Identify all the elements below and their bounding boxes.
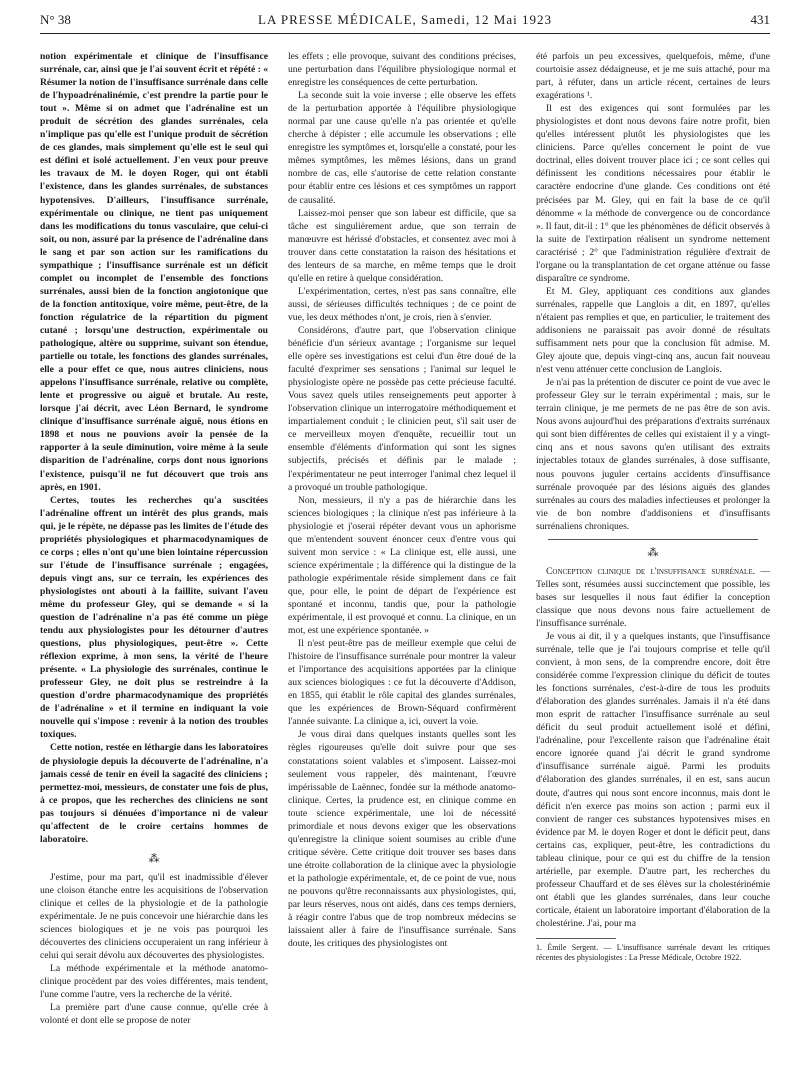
page-number: 431 [750,12,770,27]
footnote-rule [536,938,616,939]
paragraph: Non, messieurs, il n'y a pas de hiérarchie dans les sciences biologiques ; la clinique n'est pas inférieure à la physiologie et j'oserai répéter devant vous un aphorisme que m'entendent souvent énoncer ceux d'entre vous qui suivent mon service : « La clinique est, elle aussi, une science expérimentale ; la différence qui la distingue de la pathologie expérimentale réside simplement dans ce fait que, pour elle, le point de départ de l'expérience est spontané et inconnu, tandis que, pour la pathologie expérimentale, il est provoqué et connu. La clinique, en un mot, est une expérience spontanée. » [288,494,516,637]
header-rule [40,33,770,34]
paragraph: Cette notion, restée en léthargie dans les laboratoires de physiologie depuis la découverte de l'adrénaline, n'a jamais cessé de tenir en éveil la sagacité des cliniciens ; permettez-moi, messieurs, de constater une fois de plus, à ce propos, que les recherches des cliniciens ne sont pas toujours si dénuées d'importance ni de valeur qu'affectent de le croire certains hommes de laboratoire. [40,742,268,845]
journal-title: LA PRESSE MÉDICALE, Samedi, 12 Mai 1923 [258,12,552,27]
section-rule [548,539,758,540]
issue-number: N° 38 [40,12,71,27]
paragraph: Je vous dirai dans quelques instants quelles sont les règles rigoureuses qu'elle doit suivre pour que ses constatations soient valables et s'imposent. Laissez-moi seulement vous rappeler, dès maintenant, l'œuvre impérissable de Laënnec, fondée sur la méthode anatomo-clinique. Certes, la prudence est, en clinique comme en toute science expérimentale, une loi de nécessité primordiale et nous devons exiger que les observations qu'enregistre la clinique soient soumises au crible d'une critique sévère. Cette critique doit trouver ses bases dans une étroite collaboration de la clinique avec la physiologie et la pathologie expérimentale, et, de ce point de vue, nous ne pouvons qu'être reconnaissants aux physiologistes, qui, par leurs réserves, nous ont aidés, dans ces temps derniers, à réagir contre l'abus que de trop nombreux médecins se laissaient aller à faire de l'insuffisance surrénale. Sans doute, les critiques des physiologistes ont [288,729,516,950]
paragraph: notion expérimentale et clinique de l'insuffisance surrénale, car, ainsi que je l'ai souvent écrit et répété : « Résumer la notion de l'insuffisance surrénale dans celle de l'hypoadrénalinémie, c'est prendre la partie pour le tout ». Même si on admet que l'adrénaline est un produit de sécrétion des glandes surrénales, cela n'implique pas qu'elle est l'unique produit de sécrétion de ces glandes, mais simplement qu'elle est le seul qui est défini et isolé actuellement. J'en veux pour preuve les travaux de M. le doyen Roger, qui ont établi l'existence, dans les glandes surrénales, de substances hypotensives. D'ailleurs, l'insuffisance surrénale, expérimentale ou clinique, ne tient pas uniquement dans les modifications du tonus vasculaire, que celui-ci soit, ou non, assuré par la présence de l'adrénaline dans le sang et par son action sur les ramifications du sympathique ; l'insuffisance surrénale est un déficit complet ou incomplet de l'ensemble des fonctions surrénales, aussi bien de la fonction angiotonique que de la fonction antitoxique, voire même, peut-être, de la fonction régulatrice de la répartition du pigment cutané ; lorsqu'une destruction, expérimentale ou pathologique, altère ou supprime, suivant son étendue, partielle ou totale, les fonctions des glandes surrénales, elle a pour effet ce que, nous autres cliniciens, nous appelons l'insuffisance surrénale, relative ou complète, lente et progressive ou aiguë et brutale. Au reste, lorsque j'ai décrit, avec Léon Bernard, le syndrome clinique d'insuffisance surrénale aiguë, nous étions en 1898 et nous ne pouvions avoir la pensée de la rapporter à la seule diminution, voire même à la seule disparition de l'adrénaline, corps dont nous ignorions l'existence, puisqu'il ne fut découvert que trois ans après, en 1901. [40,51,268,493]
paragraph: Et M. Gley, appliquant ces conditions aux glandes surrénales, rappelle que Langlois a dit, en 1897, qu'elles n'étaient pas remplies et que, en particulier, le traitement des addisoniens ne paraissait pas avoir donné de résultats suffisamment nets pour que la conclusion fût admise. M. Gley ajoute que, depuis vingt-cinq ans, aucun fait nouveau n'est venu atténuer cette conclusion de Langlois. [536,285,770,376]
paragraph: Je vous ai dit, il y a quelques instants, que l'insuffisance surrénale, telle que je l'ai toujours comprise et telle qu'il convient, à mon sens, de la comprendre encore, doit être considérée comme l'expression clinique du déficit de toutes les fonctions surrénales, c'est-à-dire de tous les produits d'élaboration des glandes surrénales. Jamais il n'a été dans mon esprit de rattacher l'insuffisance surrénale au seul déficit du seul produit actuellement isolé et défini, l'adrénaline, pour l'excellente raison que l'adrénaline était encore ignorée quand j'ai décrit le grand syndrome d'insuffisance surrénale aiguë. Parmi les produits d'élaboration des glandes surrénales, il en est, sans aucun doute, d'autres qui nous sont encore inconnus, mais dont le déficit n'en exerce pas moins son action ; parmi eux il convient de ranger ces substances hypotensives mises en évidence par M. le doyen Roger et dont le déficit peut, dans certains cas, expliquer, peut-être, les contradictions du tableau clinique, pour ce qui est du chiffre de la tension artérielle, par exemple. D'autre part, les recherches du professeur Chauffard et de ses élèves sur la cholestérinémie ont établi que les glandes surrénales, dans leur couche corticale, étaient un laboratoire important d'élaboration de la cholestérine. J'ai, pour ma [536,630,770,929]
paragraph: La seconde suit la voie inverse ; elle observe les effets de la perturbation apportée à l'équilibre physiologique normal par une cause qu'elle n'a pas orientée et qu'elle cherche à dépister ; elle accumule les observations ; elle enregistre les symptômes et, lorsqu'elle a constaté, pour les mêmes symptômes, les mêmes lésions, dans un grand nombre de cas, elle s'autorise de cette relation constante pour établir entre ces lésions et ces symptômes un rapport de causalité. [288,90,516,206]
paragraph: Laissez-moi penser que son labeur est difficile, que sa tâche est singulièrement ardue, que son terrain de manœuvre est hérissé d'obstacles, et consentez avec moi à trouver dans cette constatation la raison des hésitations et des lenteurs de sa marche, en même temps que le droit qu'elle en retire à quelque considération. [288,207,516,284]
paragraph: été parfois un peu excessives, quelquefois, même, d'une courtoisie assez dédaigneuse, et je me suis attaché, pour ma part, à réfuter, dans un article récent, certaines de leurs exagérations ¹. [536,51,770,102]
section-paragraph: Conception clinique de l'insuffisance surrénale. — Telles sont, résumées aussi succinctement que possible, les bases sur lesquelles il nous faut édifier la conception classique que nous devons nous faire actuellement de l'insuffisance surrénale. [536,565,770,629]
section-text: Telles sont, résumées aussi succinctement que possible, les bases sur lesquelles il nous faut édifier la conception classique que nous devons nous faire actuellement de l'insuffisance surrénale. [536,578,770,629]
section-separator: ⁂ [148,852,160,865]
paragraph: J'estime, pour ma part, qu'il est inadmissible d'élever une cloison étanche entre les acquisitions de l'observation clinique et celles de la physiologie et de la pathologie expérimentale. Je ne puis concevoir une hiérarchie dans les sciences biologiques et je ne vois pas pourquoi les découvertes des cliniciens occuperaient un rang inférieur à celui qui serait dévolu aux découvertes des physiologistes. [40,871,268,962]
section-separator: ⁂ [647,546,659,559]
column-1 [40,50,268,1027]
paragraph: Il est des exigences qui sont formulées par les physiologistes et dont nous devons faire notre profit, bien qu'elles intéressent plutôt les physiologistes que les cliniciens. Parce qu'elles concernent le point de vue doctrinal, elles doivent trouver place ici ; ce sont celles qui définissent les conditions nécessaires pour établir le caractère endocrine d'une glande. Ces conditions ont été précisées par M. Gley, qui en fait la base de ce qu'il dénomme « la méthode de convergence ou de concordance ». Il faut, dit-il : 1° que les phénomènes de déficit observés à la suite de l'extirpation réalisent un syndrome nettement caractérisé ; 2° que l'administration régulière d'extrait de l'organe ou la transplantation de cet organe atténue ou fasse disparaître ce syndrome. [536,103,770,284]
paragraph: Je n'ai pas la prétention de discuter ce point de vue avec le professeur Gley sur le terrain expérimental ; mais, sur le terrain clinique, je me permets de ne pas être de son avis. Nous avons aujourd'hui des préparations d'extraits surrénaux qui sont bien différentes de celles qui existaient il y a vingt-cinq ans et nous savons qu'en utilisant des extraits injectables totaux de glandes surrénales, à dose suffisante, nous pouvons juguler certains accidents d'insuffisance surrénale provoquée par des lésions aiguës des glandes surrénales au cours des maladies infectieuses et prolonger la vie de bon nombre d'addisoniens et d'insuffisants surrénaliens chroniques. [536,377,770,532]
paragraph: La première part d'une cause connue, qu'elle crée à volonté et dont elle se propose de noter [40,1002,268,1027]
paragraph: Considérons, d'autre part, que l'observation clinique bénéficie d'un sérieux avantage ; l'organisme sur lequel elle opère ses investigations est celui d'un être doué de la faculté d'exprimer ses sensations ; l'animal sur lequel le physiologiste opère ne possède pas cette précieuse faculté. Vous savez quels utiles renseignements peut apporter à l'observation clinique un interrogatoire méthodiquement et impartialement conduit ; le clinicien peut, s'il sait user de ce merveilleux moyen d'enquête, recueillir tout un ensemble d'éléments d'information qui sont les signes subjectifs, précisés et définis par le malade ; l'expérimentateur ne peut interroger l'animal chez lequel il a provoqué un trouble pathologique. [288,324,516,493]
paragraph: les effets ; elle provoque, suivant des conditions précises, une perturbation dans l'équilibre physiologique normal et enregistre les conséquences de cette perturbation. [288,51,516,89]
paragraph: L'expérimentation, certes, n'est pas sans connaître, elle aussi, de sérieuses difficultés techniques ; de ce point de vue, les deux méthodes n'ont, je crois, rien à s'envier. [288,285,516,323]
paragraph: La méthode expérimentale et la méthode anatomo-clinique procèdent par des voies différentes, mais tendent, l'une comme l'autre, vers la recherche de la vérité. [40,963,268,1001]
paragraph: Il n'est peut-être pas de meilleur exemple que celui de l'histoire de l'insuffisance surrénale pour montrer la valeur et l'importance des acquisitions apportées par la clinique aux sciences biologiques : ce fut la découverte d'Addison, en 1855, qui établit le rôle capital des glandes surrénales, que les expériences de Brown-Séquard confirmèrent l'année suivante. La clinique a, ici, ouvert la voie. [288,638,516,728]
section-title: Conception clinique de l'insuffisance surrénale. [546,565,756,577]
column-2 [288,50,516,950]
column-3 [536,50,770,1070]
page-header [40,0,770,32]
paragraph: Certes, toutes les recherches qu'a suscitées l'adrénaline offrent un intérêt des plus grands, mais qui, je le répète, ne dépasse pas les limites de l'étude des propriétés physiologiques et pharmacodynamiques de ce corps ; elles n'ont qu'une bien lointaine répercussion sur l'étude de l'insuffisance surrénale ; engagées, depuis vingt ans, sur ce terrain, les expériences des physiologistes ont abouti à la faillite, suivant l'aveu même du professeur Gley, qui se demande « si la question de l'adrénaline n'a pas été comme un piège tendu aux physiologistes pour les détourner d'autres questions, plus physiologiques, peut-être ». Cette réflexion exprime, à mon sens, la vérité de l'heure présente. « La physiologie des surrénales, continue le professeur Gley, ne doit plus se restreindre à la question d'ordre pharmacodynamique des propriétés de l'adrénaline » et il termine en indiquant la voie nouvelle qui s'impose : revenir à la notion des troubles toxiques. [40,494,268,741]
footnote: 1. Émile Sergent. — L'insuffisance surrénale devant les critiques récentes des physiologistes : La Presse Médicale, Octobre 1922. [536,943,770,963]
